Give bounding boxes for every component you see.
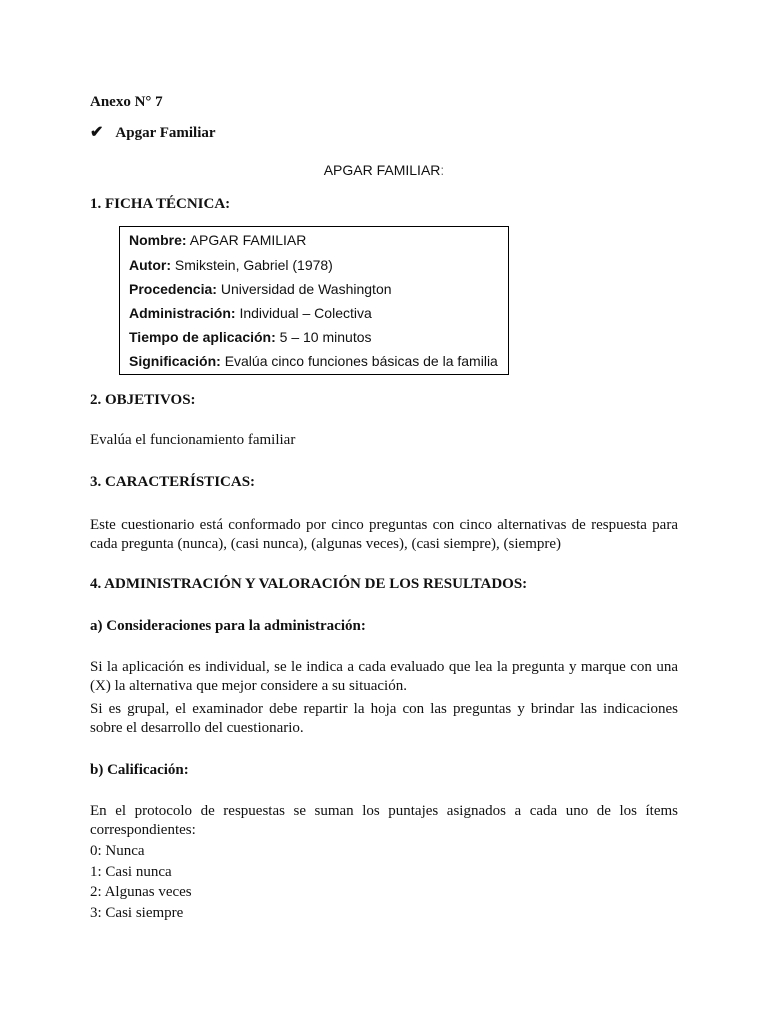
ficha-tecnica-box [119, 226, 509, 375]
scale-item-0: 0: Nunca [90, 843, 145, 859]
section-heading-caracteristicas: 3. CARACTERÍSTICAS: [90, 474, 256, 490]
caracteristicas-line-2: cada pregunta (nunca), (casi nunca), (algunas veces), (casi siempre), (siempre) [90, 536, 562, 552]
page-title: APGAR FAMILIAR: [323, 162, 445, 178]
consideraciones-p2-line-2: sobre el desarrollo del cuestionario. [90, 720, 304, 736]
check-label: Apgar Familiar [115, 125, 216, 141]
calificacion-line-2: correspondientes: [90, 822, 196, 838]
scale-item-3: 3: Casi siempre [90, 905, 184, 921]
section-heading-administracion: 4. ADMINISTRACIÓN Y VALORACIÓN DE LOS RESULTADOS: [90, 576, 528, 592]
subheading-calificacion: b) Calificación: [90, 762, 189, 778]
consideraciones-p1-line-2: (X) la alternativa que mejor considere a su situación. [90, 678, 407, 694]
scale-item-1: 1: Casi nunca [90, 864, 172, 880]
ficha-row-tiempo: Tiempo de aplicación: 5 – 10 minutos [129, 329, 372, 345]
ficha-row-procedencia: Procedencia: Universidad de Washington [129, 281, 392, 297]
caracteristicas-line-1: Este cuestionario está conformado por cinco preguntas con cinco alternativas de respuesta para [90, 517, 678, 533]
scale-item-2: 2: Algunas veces [90, 884, 192, 900]
subheading-consideraciones: a) Consideraciones para la administración: [90, 618, 366, 634]
section-heading-ficha-tecnica: 1. FICHA TÉCNICA: [90, 196, 231, 212]
ficha-row-autor: Autor: Smikstein, Gabriel (1978) [129, 257, 333, 273]
ficha-row-administracion: Administración: Individual – Colectiva [129, 305, 372, 321]
ficha-row-nombre: Nombre: APGAR FAMILIAR [129, 232, 307, 248]
objetivos-text: Evalúa el funcionamiento familiar [90, 432, 296, 448]
calificacion-line-1: En el protocolo de respuestas se suman los puntajes asignados a cada uno de los ítems [90, 803, 678, 819]
check-line [90, 122, 216, 142]
consideraciones-p1-line-1: Si la aplicación es individual, se le indica a cada evaluado que lea la pregunta y marque con una [90, 659, 678, 675]
ficha-row-significacion: Significación: Evalúa cinco funciones básicas de la familia [129, 353, 498, 369]
checkmark-icon: ✔ [90, 124, 104, 141]
consideraciones-p2-line-1: Si es grupal, el examinador debe repartir la hoja con las preguntas y brindar las indicaciones [90, 701, 678, 717]
section-heading-objetivos: 2. OBJETIVOS: [90, 392, 196, 408]
annex-title: Anexo N° 7 [90, 94, 163, 110]
